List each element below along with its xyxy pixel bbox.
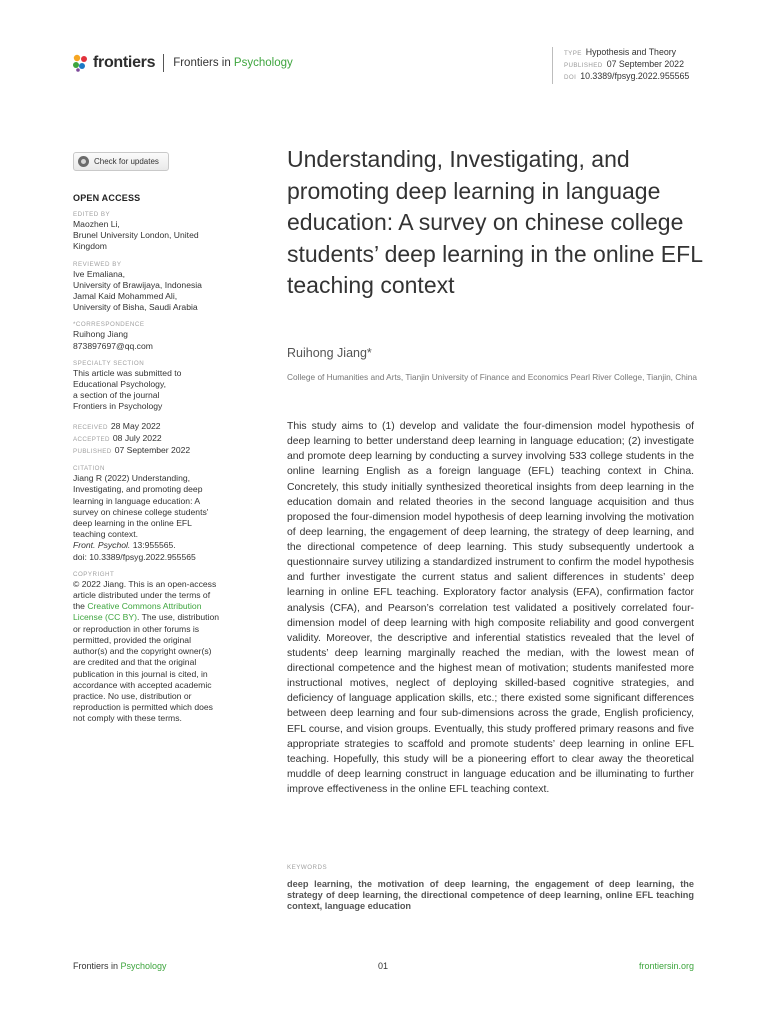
footer-journal: Frontiers in Psychology bbox=[73, 961, 167, 971]
received-date: RECEIVED 28 May 2022 bbox=[73, 420, 161, 431]
citation-label: CITATION bbox=[73, 465, 105, 473]
citation-doi[interactable]: doi: 10.3389/fpsyg.2022.955565 bbox=[73, 551, 196, 562]
dates bbox=[73, 421, 233, 458]
edited-by-label: EDITED BY bbox=[73, 211, 111, 218]
copyright: © 2022 Jiang. This is an open-access article distributed under the terms of the Creative Commons Attribution License (CC BY). The use, distribution or reproduction in other forums is permitted, provided the original author(s) and the copyright owner(s) are credited and that the original publication in this journal is cited, in accordance with accepted academic practice. No use, distribution or reproduction is permitted which does not comply with these terms. bbox=[73, 578, 220, 724]
check-for-updates-button[interactable] bbox=[73, 152, 169, 171]
reviewed-by: Ive Emaliana, University of Brawijaya, Indonesia Jamal Kaid Mohammed Ali, University of Bisha, Saudi Arabia bbox=[73, 268, 202, 313]
check-for-updates-label: Check for updates bbox=[94, 157, 159, 166]
sidebar bbox=[73, 152, 233, 725]
correspondence[interactable]: Ruihong Jiang 873897697@qq.com bbox=[73, 329, 153, 351]
article-meta bbox=[552, 47, 689, 84]
article-title: Understanding, Investigating, and promoting deep learning in language education: A survey on chinese college students’ deep learning in the online EFL teaching context bbox=[287, 146, 703, 298]
edited-by: Maozhen Li, Brunel University London, United Kingdom bbox=[73, 219, 199, 252]
meta-doi[interactable]: DOI 10.3389/fpsyg.2022.955565 bbox=[564, 71, 690, 82]
open-access-label: OPEN ACCESS bbox=[73, 193, 141, 203]
brand-name: frontiers bbox=[93, 54, 156, 71]
reviewed-by-label: REVIEWED BY bbox=[73, 260, 122, 268]
logo-divider bbox=[163, 54, 164, 72]
citation-journal: Front. Psychol. bbox=[73, 540, 131, 551]
correspondence-label: *CORRESPONDENCE bbox=[73, 321, 145, 329]
published-date: PUBLISHED 07 September 2022 bbox=[73, 445, 191, 456]
update-icon bbox=[78, 156, 89, 167]
frontiers-logo-icon bbox=[72, 54, 90, 72]
specialty-section: This article was submitted to Educational Psychology, a section of the journal Frontiers in Psychology bbox=[73, 367, 182, 412]
frontiersin-link[interactable]: frontiersin.org bbox=[638, 961, 694, 971]
specialty-section-label: SPECIALTY SECTION bbox=[73, 359, 145, 367]
journal-name: Frontiers in Psychology bbox=[173, 57, 293, 69]
keywords: deep learning, the motivation of deep learning, the engagement of deep learning, the strategy of deep learning, the directional competence of deep learning, online EFL teaching context, language education bbox=[287, 879, 694, 912]
copyright-label: COPYRIGHT bbox=[73, 570, 115, 578]
accepted-date: ACCEPTED 08 July 2022 bbox=[73, 432, 162, 443]
meta-published: PUBLISHED 07 September 2022 bbox=[564, 59, 684, 70]
author-name[interactable]: Ruihong Jiang* bbox=[287, 346, 372, 360]
cc-by-license-link[interactable]: Creative Commons Attribution License (CC BY) bbox=[73, 601, 202, 623]
frontiers-logo[interactable] bbox=[72, 53, 293, 73]
page-number: 01 bbox=[378, 961, 389, 971]
abstract: This study aims to (1) develop and validate the four-dimension model hypothesis of deep learning to better understand deep learning in language education; (2) investigate and promote deep learning by conducting a survey involving 533 college students in the online learning English as a foreign language (EFL) teaching context in China. Concretely, this study initially synthesized theoretical insights from deep learning in the education domain and related theories in the second language acquisition and thus proposed the four-dimension model hypothesis of deep learning involving the motivation of deep learning, the engagement of deep learning, the strategy of deep learning, and the directional competence of deep learning. This study subsequently undertook a questionnaire survey utilizing a standardized instrument to confirm the model hypothesis and further investigate the current status and salient differences in students’ deep learning in online EFL teaching. Exploratory factor analysis (EFA), confirmation factor analysis (CFA), and Pearson’s correlation test validated a positively correlated four-dimension model of deep learning with high composite reliability and good convergent validity. Moreover, the descriptive and inferential statistics revealed that the level of students’ deep learning marginally reached the median, with the lowest mean of directional competence and the highest mean of motivation; students manifested more instructional motives, neglect of deploying skilled-based cognitive strategies, and deficiency of language application skills, etc.; there existed some significant differences between deep learning and four sub-dimensions across the grade, English proficiency, EFL course, and vision groups. Eventually, this study proffered primary reasons and five appropriate strategies to scaffold and promote students’ deep learning in online EFL teaching. Hopefully, this study will be a pioneering effort to clear away the theoretical muddle of deep learning construct in language education and be illuminating to further improve effectiveness in the online EFL teaching context. bbox=[287, 421, 694, 795]
citation: Jiang R (2022) Understanding, Investigating, and promoting deep learning in language education: A survey on chinese college students' deep learning in the online EFL teaching context. Front. Psychol. 13:955565. doi: 10.3389/fpsyg.2022.955565 bbox=[73, 473, 209, 562]
author-affiliation: College of Humanities and Arts, Tianjin University of Finance and Economics Pearl River College, Tianjin, China bbox=[287, 372, 697, 382]
meta-type: TYPE Hypothesis and Theory bbox=[564, 47, 677, 57]
keywords-label: KEYWORDS bbox=[287, 864, 328, 871]
